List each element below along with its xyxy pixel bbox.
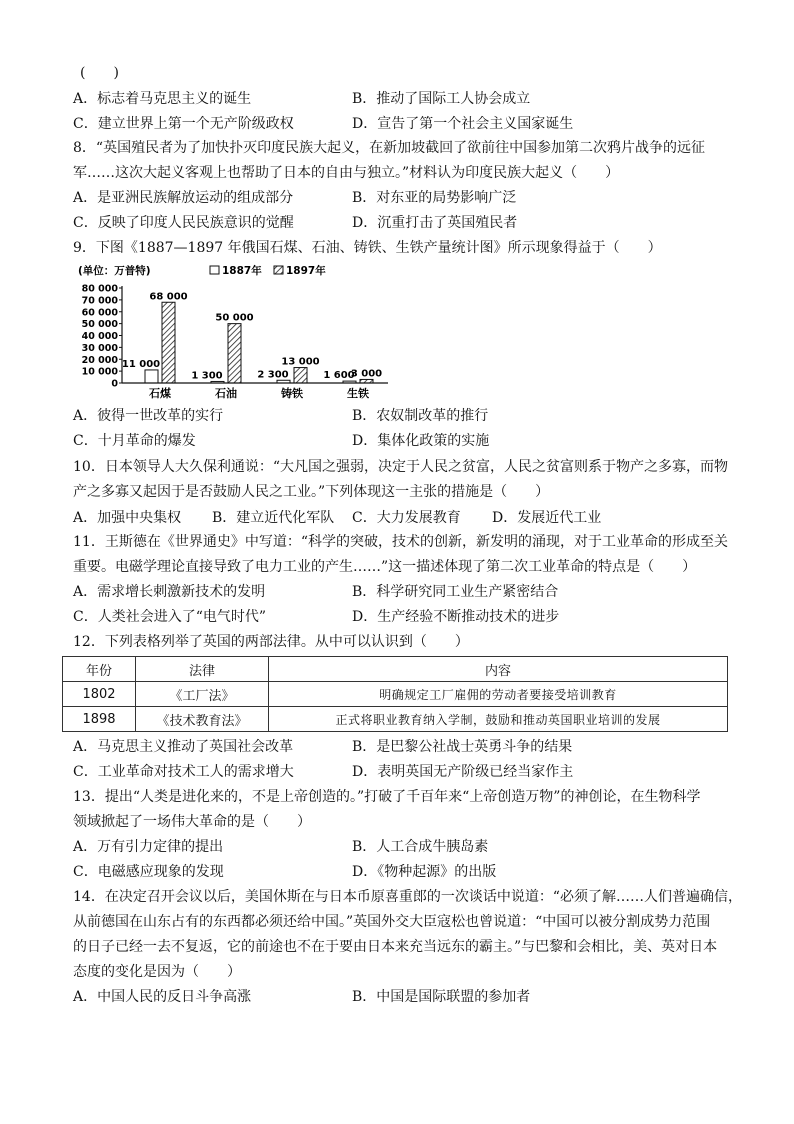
q9-stem: 9．下图《1887—1897 年俄国石煤、石油、铸铁、生铁产量统计图》所示现象得益于（ ）	[73, 240, 662, 256]
legend-label: 1897年	[286, 265, 326, 277]
q13-option-d: D．《物种起源》的出版	[352, 864, 497, 880]
bar-data-label: 11 000	[121, 358, 161, 370]
q14-stem-line2: 从前德国在山东占有的东西都必须还给中国。”英国外交大臣寇松也曾说道：“中国可以被分割成势力范围	[73, 914, 711, 930]
q7-answer-bracket: ( )	[80, 65, 119, 81]
table-header: 年份	[63, 657, 136, 682]
bar-data-label: 1 600	[323, 370, 355, 382]
bar-data-label: 50 000	[215, 312, 254, 324]
q12-stem: 12．下列表格列举了英国的两部法律。从中可以认识到（ ）	[73, 634, 469, 650]
q7-option-c: C．建立世界上第一个无产阶级政权	[73, 116, 294, 132]
table-cell-content: 正式将职业教育纳入学制，鼓励和推动英国职业培训的发展	[269, 707, 728, 732]
bar-1897年-石油	[228, 324, 241, 383]
chart-x-axis	[122, 383, 388, 400]
q11-option-b: B．科学研究同工业生产紧密结合	[352, 584, 559, 600]
q9-option-c: C．十月革命的爆发	[73, 433, 196, 449]
q7-option-d: D．宣告了第一个社会主义国家诞生	[352, 116, 574, 132]
y-tick-label: 80 000	[81, 283, 118, 295]
bar-data-label: 13 000	[281, 356, 320, 368]
bar-data-label: 1 300	[191, 370, 223, 382]
y-tick-label: 70 000	[81, 295, 118, 307]
q9-option-a: A．彼得一世改革的实行	[73, 408, 224, 424]
table-header: 内容	[269, 657, 728, 682]
x-tick-label: 石油	[215, 387, 237, 400]
q14-option-b: B．中国是国际联盟的参加者	[352, 989, 531, 1005]
q14-stem-line1: 14．在决定召开会议以后，美国休斯在与日本币原喜重郎的一次谈话中说道：“必须了解……人们普遍确信，	[73, 889, 742, 905]
table-header-row	[63, 657, 728, 682]
q10-option-b: B．建立近代化军队	[212, 510, 335, 526]
q9-option-b: B．农奴制改革的推行	[352, 408, 489, 424]
table-cell-year: 1898	[63, 707, 136, 732]
q11-option-d: D．生产经验不断推动技术的进步	[352, 609, 560, 625]
table-cell-law: 《技术教育法》	[136, 707, 269, 732]
bar-data-label: 68 000	[149, 291, 188, 303]
q8-option-c: C．反映了印度人民民族意识的觉醒	[73, 215, 294, 231]
table-header: 法律	[136, 657, 269, 682]
q12-option-d: D．表明英国无产阶级已经当家作主	[352, 764, 574, 780]
q12-option-b: B．是巴黎公社战士英勇斗争的结果	[352, 739, 573, 755]
x-tick-label: 生铁	[347, 387, 369, 400]
legend-swatch	[210, 266, 219, 274]
table-row	[63, 682, 728, 707]
bar-data-label: 2 300	[257, 369, 289, 381]
bar-data-label: 3 000	[350, 368, 383, 380]
production-bar-chart	[60, 262, 400, 400]
q8-option-d: D．沉重打击了英国殖民者	[352, 215, 518, 231]
q10-stem-line2: 产之多寡又起因于是否鼓励人民之工业。”下列体现这一主张的措施是（ ）	[73, 484, 550, 500]
q13-option-a: A．万有引力定律的提出	[73, 839, 224, 855]
y-tick-label: 60 000	[81, 307, 118, 319]
y-tick-label: 10 000	[81, 366, 118, 378]
q13-option-b: B．人工合成牛胰岛素	[352, 839, 489, 855]
q7-option-b: B．推动了国际工人协会成立	[352, 91, 531, 107]
y-tick-label: 30 000	[81, 342, 118, 354]
laws-table	[62, 656, 728, 732]
q12-option-a: A．马克思主义推动了英国社会改革	[73, 739, 294, 755]
bar-1897年-铸铁	[294, 368, 307, 383]
y-tick-label: 50 000	[81, 319, 118, 331]
table-cell-content: 明确规定工厂雇佣的劳动者要接受培训教育	[269, 682, 728, 707]
table-cell-law: 《工厂法》	[136, 682, 269, 707]
q13-option-c: C．电磁感应现象的发现	[73, 864, 224, 880]
q11-option-a: A．需求增长刺激新技术的发明	[73, 584, 266, 600]
y-tick-label: 20 000	[81, 354, 118, 366]
q10-option-a: A．加强中央集权	[73, 510, 182, 526]
q14-stem-line3: 的日子已经一去不复返，它的前途也不在于要由日本来充当远东的霸主。”与巴黎和会相比，美、英对日本	[73, 939, 718, 955]
x-tick-label: 石煤	[149, 387, 171, 400]
bar-1897年-石煤	[162, 302, 175, 383]
table-cell-year: 1802	[63, 682, 136, 707]
y-tick-label: 40 000	[81, 331, 118, 342]
q8-stem-line1: 8．“英国殖民者为了加快扑灭印度民族大起义，在新加坡截回了欲前往中国参加第二次鸦片战争的远征	[73, 140, 706, 156]
q13-stem-line2: 领域掀起了一场伟大革命的是（ ）	[73, 814, 311, 830]
q8-option-b: B．对东亚的局势影响广泛	[352, 190, 517, 206]
q13-stem-line1: 13．提出“人类是进化来的，不是上帝创造的。”打破了千百年来“上帝创造万物”的神创论，在生物科学	[73, 789, 701, 805]
q14-stem-line4: 态度的变化是因为（ ）	[73, 964, 241, 980]
q8-stem-line2: 军……这次大起义客观上也帮助了日本的自由与独立。”材料认为印度民族大起义（ ）	[73, 165, 620, 181]
q7-option-a: A．标志着马克思主义的诞生	[73, 91, 252, 107]
chart-y-axis	[82, 284, 122, 390]
q10-option-c: C．大力发展教育	[352, 510, 461, 526]
legend-label: 1887年	[222, 265, 262, 277]
q11-option-c: C．人类社会进入了“电气时代”	[73, 609, 267, 625]
q11-stem-line1: 11．王斯德在《世界通史》中写道：“科学的突破，技术的创新，新发明的涌现，对于工业革命的形成至关	[73, 534, 728, 550]
y-tick-label: 0	[111, 378, 118, 390]
q10-stem-line1: 10．日本领导人大久保利通说：“大凡国之强弱，决定于人民之贫富，人民之贫富则系于物产之多寡，而物	[73, 459, 728, 475]
table-row	[63, 707, 728, 732]
legend-swatch	[274, 266, 283, 274]
q12-option-c: C．工业革命对技术工人的需求增大	[73, 764, 294, 780]
q11-stem-line2: 重要。电磁学理论直接导致了电力工业的产生……”这一描述体现了第二次工业革命的特点是（ ）	[73, 559, 697, 575]
x-tick-label: 铸铁	[281, 387, 303, 400]
chart-legend	[210, 264, 326, 277]
q9-option-d: D．集体化政策的实施	[352, 433, 490, 449]
chart-bars	[122, 291, 382, 383]
q10-option-d: D．发展近代工业	[492, 510, 602, 526]
q14-option-a: A．中国人民的反日斗争高涨	[73, 989, 252, 1005]
bar-1887年-石煤	[145, 370, 158, 383]
chart-unit-label: (单位：万普特)	[78, 265, 151, 277]
q8-option-a: A．是亚洲民族解放运动的组成部分	[73, 190, 294, 206]
